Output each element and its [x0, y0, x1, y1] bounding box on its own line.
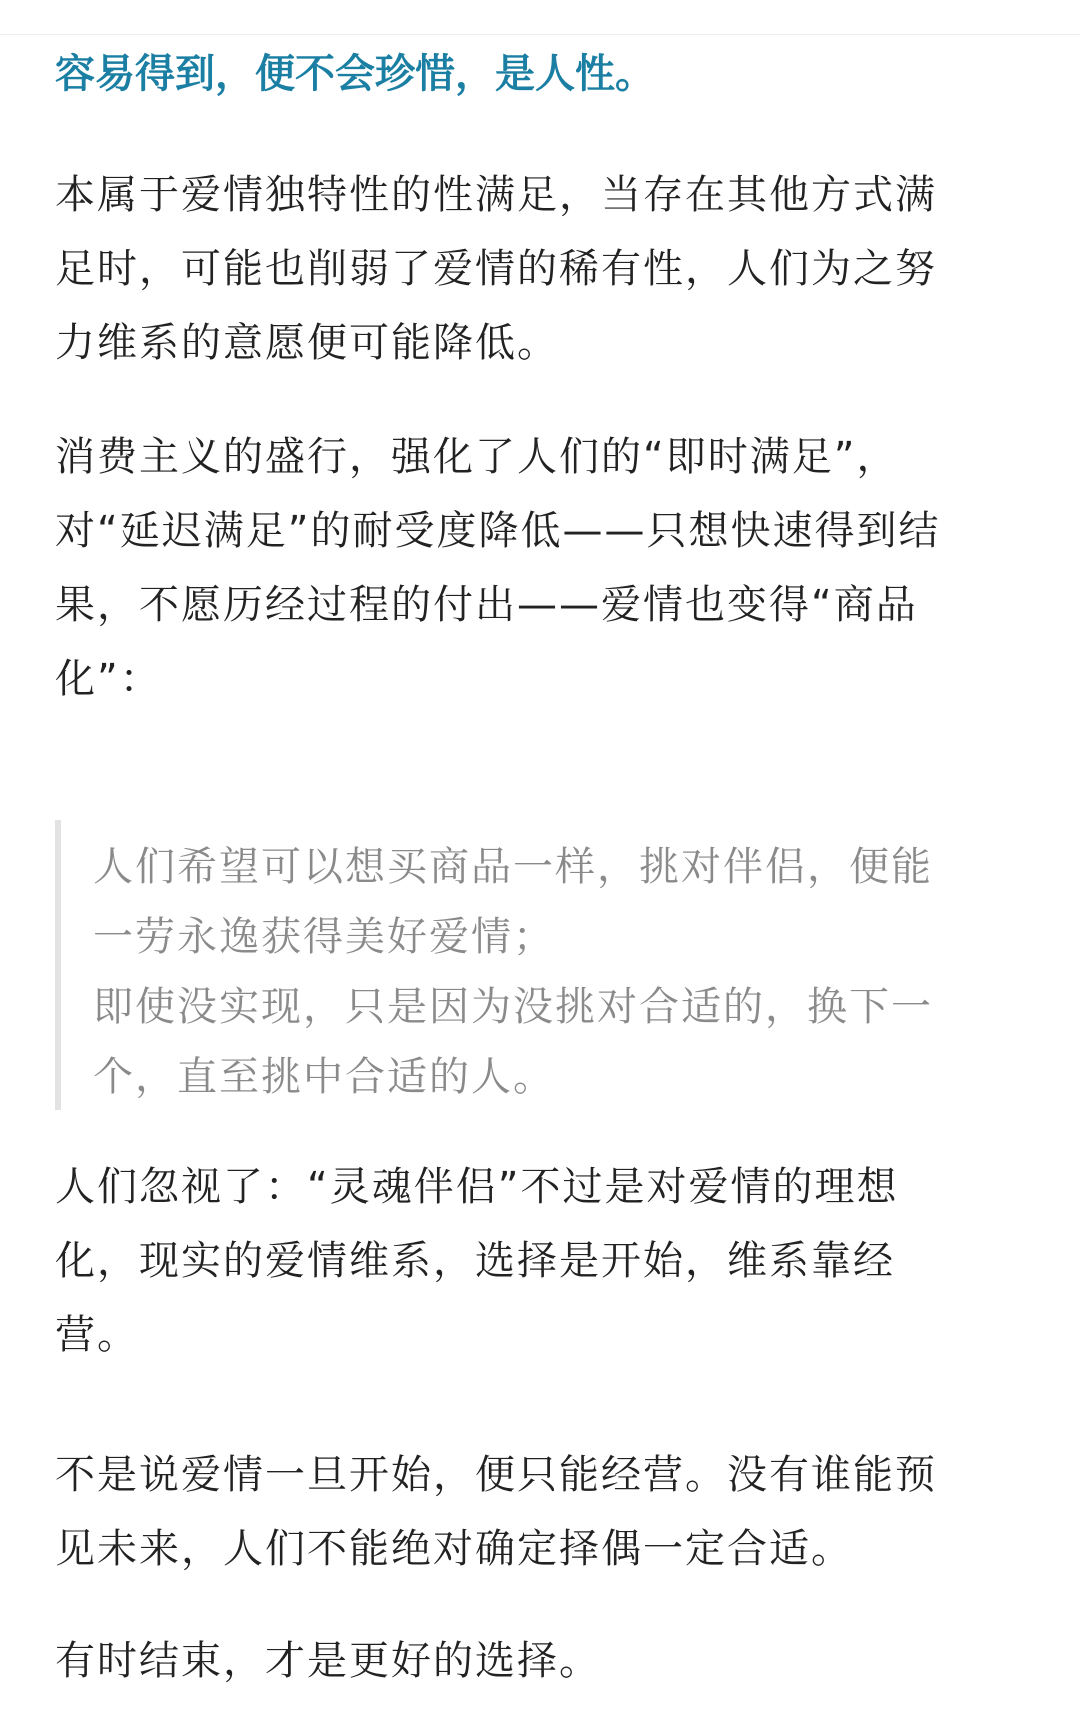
paragraph-line: 不是说爱情一旦开始，便只能经营。没有谁能预 — [55, 1452, 937, 1498]
paragraph-line: 有时结束，才是更好的选择。 — [55, 1638, 601, 1684]
quote-line: 一劳永逸获得美好爱情； — [93, 914, 555, 960]
blockquote — [55, 820, 1031, 1110]
paragraph-line: 力维系的意愿便可能降低。 — [55, 320, 559, 366]
paragraph-line: 营。 — [55, 1312, 139, 1358]
paragraph-line: 本属于爱情独特性的性满足，当存在其他方式满 — [55, 172, 937, 218]
paragraph-4 — [55, 1438, 1025, 1586]
paragraph-line: 消费主义的盛行，强化了人们的“即时满足”， — [55, 434, 899, 480]
quote-line: 人们希望可以想买商品一样，挑对伴侣，便能 — [93, 844, 933, 890]
paragraph-2 — [55, 420, 1025, 716]
paragraph-line: 足时，可能也削弱了爱情的稀有性，人们为之努 — [55, 246, 937, 292]
paragraph-1 — [55, 158, 1025, 380]
top-divider — [0, 34, 1080, 35]
paragraph-5 — [55, 1624, 1025, 1698]
paragraph-line: 果，不愿历经过程的付出——爱情也变得“商品 — [55, 582, 918, 628]
paragraph-line: 见未来，人们不能绝对确定择偶一定合适。 — [55, 1526, 853, 1572]
quote-line: 个，直至挑中合适的人。 — [93, 1054, 555, 1100]
section-heading: 容易得到，便不会珍惜，是人性。 — [55, 51, 655, 97]
paragraph-line: 化，现实的爱情维系，选择是开始，维系靠经 — [55, 1238, 895, 1284]
paragraph-3 — [55, 1150, 1025, 1372]
quote-line: 即使没实现，只是因为没挑对合适的，换下一 — [93, 984, 933, 1030]
paragraph-line: 对“延迟满足”的耐受度降低——只想快速得到结 — [55, 508, 941, 554]
blockquote-text — [93, 832, 1033, 1112]
paragraph-line: 化”： — [55, 656, 162, 702]
paragraph-line: 人们忽视了：“灵魂伴侣”不过是对爱情的理想 — [55, 1164, 899, 1210]
